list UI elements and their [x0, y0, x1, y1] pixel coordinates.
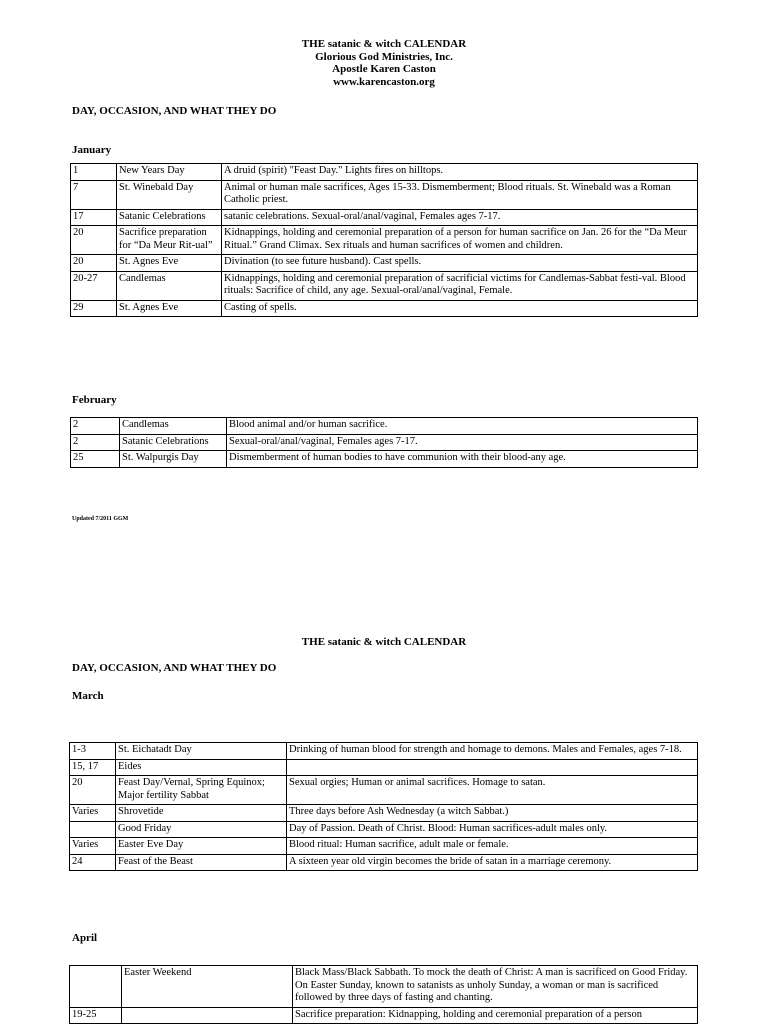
date-cell: 17 [71, 209, 117, 226]
date-cell: 29 [71, 300, 117, 317]
month-label-april: April [72, 932, 98, 944]
date-cell: 19-25 [70, 1007, 122, 1024]
description-cell: A druid (spirit) "Feast Day." Lights fires on hilltops. [222, 164, 698, 181]
march-table [69, 742, 698, 871]
occasion-cell: Shrovetide [116, 805, 287, 822]
date-cell: 25 [71, 451, 120, 468]
occasion-cell: St. Winebald Day [117, 180, 222, 209]
description-cell: satanic celebrations. Sexual-oral/anal/vaginal, Females ages 7-17. [222, 209, 698, 226]
table-row [71, 180, 698, 209]
table-row [70, 966, 698, 1008]
description-cell: Blood animal and/or human sacrifice. [227, 418, 698, 435]
description-cell: Dismemberment of human bodies to have communion with their blood-any age. [227, 451, 698, 468]
april-table [69, 965, 698, 1024]
table-row [70, 805, 698, 822]
table-row [70, 1007, 698, 1024]
february-table [70, 417, 698, 468]
description-cell: Black Mass/Black Sabbath. To mock the death of Christ: A man is sacrificed on Good Friday. On Easter Sunday, known to satanists as unholy Sunday, a woman or man is sacrificed followed by three days of fasting and chanting. [293, 966, 698, 1008]
page2-title: THE satanic & witch CALENDAR [301, 636, 467, 648]
occasion-cell: Feast Day/Vernal, Spring Equinox; Major fertility Sabbat [116, 776, 287, 805]
description-cell [287, 759, 698, 776]
table-row [71, 300, 698, 317]
occasion-cell: Candlemas [120, 418, 227, 435]
occasion-cell: Easter Eve Day [116, 838, 287, 855]
occasion-cell: Satanic Celebrations [117, 209, 222, 226]
description-cell: Drinking of human blood for strength and homage to demons. Males and Females, ages 7-18. [287, 743, 698, 760]
description-cell: Blood ritual: Human sacrifice, adult male or female. [287, 838, 698, 855]
page2-subtitle: DAY, OCCASION, AND WHAT THEY DO [72, 662, 277, 674]
description-cell: Three days before Ash Wednesday (a witch Sabbat.) [287, 805, 698, 822]
occasion-cell: Good Friday [116, 821, 287, 838]
date-cell: 2 [71, 434, 120, 451]
description-cell: Animal or human male sacrifices, Ages 15-33. Dismemberment; Blood rituals. St. Winebald was a Roman Catholic priest. [222, 180, 698, 209]
date-cell: 7 [71, 180, 117, 209]
table-row [70, 854, 698, 871]
january-table [70, 163, 698, 317]
date-cell: 20 [70, 776, 116, 805]
month-label-february: February [72, 394, 117, 406]
section-subtitle: DAY, OCCASION, AND WHAT THEY DO [72, 105, 277, 117]
occasion-cell [122, 1007, 293, 1024]
month-label-january: January [72, 144, 112, 156]
table-row [70, 759, 698, 776]
table-row [71, 226, 698, 255]
author-name: Apostle Karen Caston [332, 63, 436, 75]
description-cell: Day of Passion. Death of Christ. Blood: Human sacrifices-adult males only. [287, 821, 698, 838]
date-cell: 20 [71, 255, 117, 272]
date-cell: 24 [70, 854, 116, 871]
table-row [71, 255, 698, 272]
description-cell: Sexual orgies; Human or animal sacrifices. Homage to satan. [287, 776, 698, 805]
date-cell: 15, 17 [70, 759, 116, 776]
description-cell: A sixteen year old virgin becomes the bride of satan in a marriage ceremony. [287, 854, 698, 871]
date-cell [70, 821, 116, 838]
table-row [70, 743, 698, 760]
month-label-march: March [72, 690, 104, 702]
table-row [71, 434, 698, 451]
date-cell: 20 [71, 226, 117, 255]
table-row [70, 776, 698, 805]
description-cell: Sacrifice preparation: Kidnapping, holding and ceremonial preparation of a person [293, 1007, 698, 1024]
description-cell: Kidnappings, holding and ceremonial preparation of sacrificial victims for Candlemas-Sabbat festi-val. Blood rituals: Sacrifice of child, any age. Sexual-oral/anal/vaginal, Female. [222, 271, 698, 300]
table-row [71, 418, 698, 435]
occasion-cell: St. Agnes Eve [117, 300, 222, 317]
occasion-cell: St. Walpurgis Day [120, 451, 227, 468]
ministry-name: Glorious God Ministries, Inc. [315, 50, 453, 63]
date-cell: 20-27 [71, 271, 117, 300]
occasion-cell: Feast of the Beast [116, 854, 287, 871]
description-cell: Divination (to see future husband). Cast spells. [222, 255, 698, 272]
occasion-cell: Candlemas [117, 271, 222, 300]
table-row [71, 164, 698, 181]
occasion-cell: St. Eichatadt Day [116, 743, 287, 760]
occasion-cell: Eides [116, 759, 287, 776]
date-cell: Varies [70, 805, 116, 822]
date-cell: 1 [71, 164, 117, 181]
table-row [71, 209, 698, 226]
date-cell [70, 966, 122, 1008]
document-header [0, 38, 768, 88]
description-cell: Kidnappings, holding and ceremonial preparation of a person for human sacrifice on Jan. 26 for the “Da Meur Ritual.” Grand Climax. Sex rituals and human sacrifices of women and children. [222, 226, 698, 255]
table-row [71, 451, 698, 468]
date-cell: Varies [70, 838, 116, 855]
occasion-cell: Easter Weekend [122, 966, 293, 1008]
description-cell: Casting of spells. [222, 300, 698, 317]
date-cell: 1-3 [70, 743, 116, 760]
occasion-cell: St. Agnes Eve [117, 255, 222, 272]
table-row [70, 838, 698, 855]
updated-footer: Updated 7/2011 GGM [72, 516, 129, 522]
occasion-cell: Sacrifice preparation for “Da Meur Rit-ual” [117, 226, 222, 255]
occasion-cell: Satanic Celebrations [120, 434, 227, 451]
occasion-cell: New Years Day [117, 164, 222, 181]
table-row [70, 821, 698, 838]
table-row [71, 271, 698, 300]
website-url: www.karencaston.org [333, 75, 435, 88]
description-cell: Sexual-oral/anal/vaginal, Females ages 7-17. [227, 434, 698, 451]
calendar-title: THE satanic & witch CALENDAR [301, 38, 467, 50]
date-cell: 2 [71, 418, 120, 435]
